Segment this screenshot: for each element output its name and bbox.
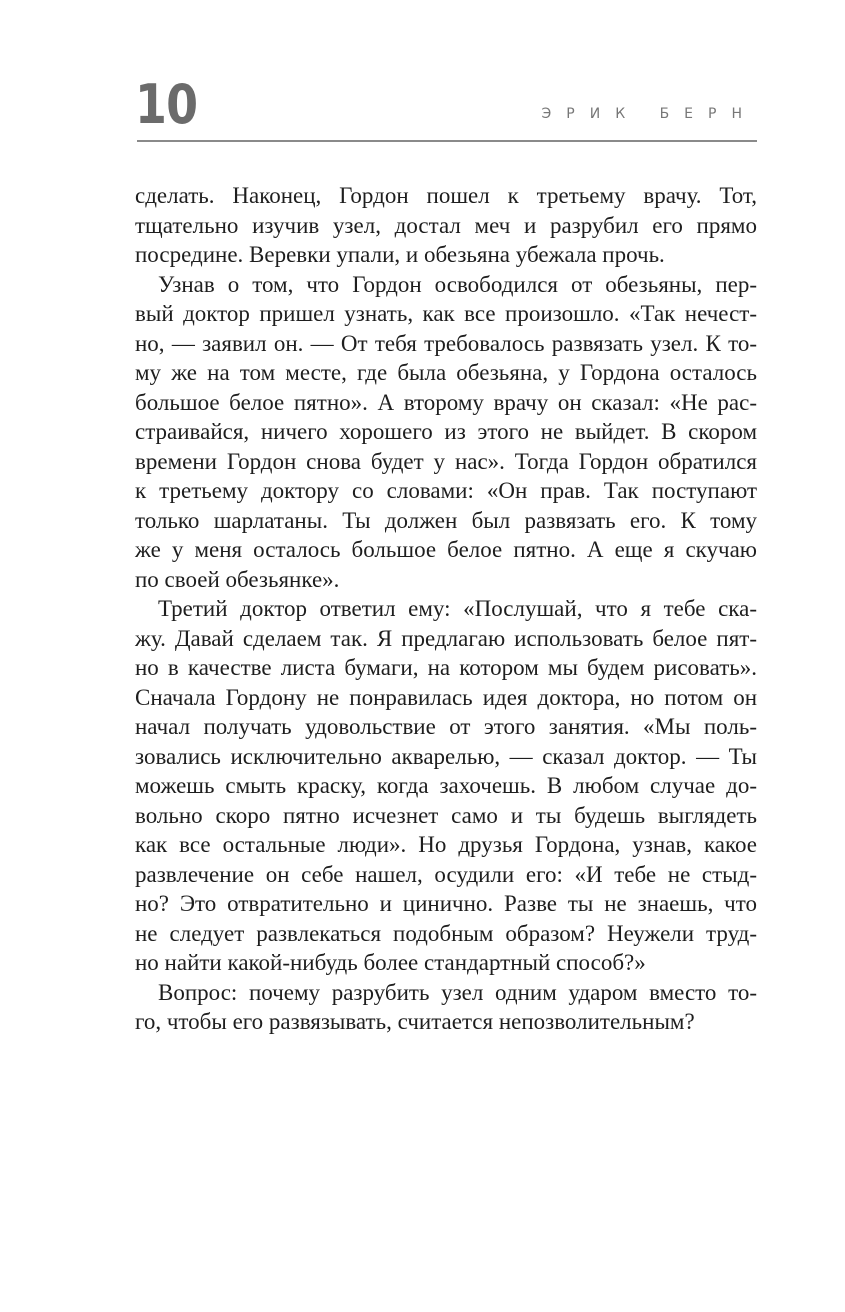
paragraph-first-line: Вопрос: почему разрубить узел одним ударом вместо то- (158, 979, 757, 1005)
paragraph-first-line: Узнав о том, что Гордон освободился от обезьяны, пер- (158, 271, 757, 297)
text-line: го, чтобы его развязывать, считается непозволительным? (135, 1009, 695, 1034)
text-line: сделать. Наконец, Гордон пошел к третьему врачу. Тот, (135, 183, 757, 208)
text-line: только шарлатаны. Ты должен был развязать его. К тому (135, 507, 757, 533)
text-line: большое белое пятно». А второму врачу он сказал: «Не рас- (135, 389, 757, 415)
running-head-author: ЭРИК БЕРН (541, 106, 757, 122)
text-line: Сначала Гордону не понравилась идея доктора, но потом он (135, 684, 757, 710)
text-line: развлечение он себе нашел, осудили его: «И тебе не стыд- (135, 861, 757, 887)
text-line: му же на том месте, где была обезьяна, у Гордона осталось (135, 360, 757, 385)
text-line: по своей обезьянке». (135, 566, 340, 592)
page-number: 10 (135, 73, 198, 136)
text-line: жу. Давай сделаем так. Я предлагаю использовать белое пят- (135, 625, 757, 651)
text-line: вольно скоро пятно исчезнет само и ты будешь выглядеть (135, 802, 757, 828)
text-line: но найти какой-нибудь более стандартный способ?» (135, 950, 646, 975)
text-line: но в качестве листа бумаги, на котором мы будем рисовать». (135, 655, 757, 680)
text-line: к третьему доктору со словами: «Он прав. Так поступают (135, 478, 757, 503)
text-line: страивайся, ничего хорошего из этого не выйдет. В скором (135, 419, 757, 444)
text-line: но? Это отвратительно и цинично. Разве ты не знаешь, что (135, 891, 757, 916)
text-line: времени Гордон снова будет у нас». Тогда Гордон обратился (135, 448, 757, 474)
paragraph-first-line: Третий доктор ответил ему: «Послушай, что я тебе ска- (158, 596, 757, 621)
text-line: же у меня осталось большое белое пятно. А еще я скучаю (135, 537, 757, 562)
body-text (135, 181, 757, 1037)
text-line: посредине. Веревки упали, и обезьяна убежала прочь. (135, 242, 665, 267)
text-line: тщательно изучив узел, достал меч и разрубил его прямо (135, 212, 757, 238)
text-line: можешь смыть краску, когда захочешь. В любом случае до- (135, 773, 757, 798)
text-line: как все остальные люди». Но друзья Гордона, узнав, какое (135, 832, 757, 857)
header-divider (137, 140, 757, 142)
text-line: но, — заявил он. — От тебя требовалось развязать узел. К то- (135, 330, 757, 356)
text-line: начал получать удовольствие от этого занятия. «Мы поль- (135, 714, 757, 739)
text-line: вый доктор пришел узнать, как все произошло. «Так нечест- (135, 301, 757, 326)
text-line: не следует развлекаться подобным образом? Неужели труд- (135, 920, 757, 946)
text-line: зовались исключительно акварелью, — сказал доктор. — Ты (135, 743, 757, 769)
